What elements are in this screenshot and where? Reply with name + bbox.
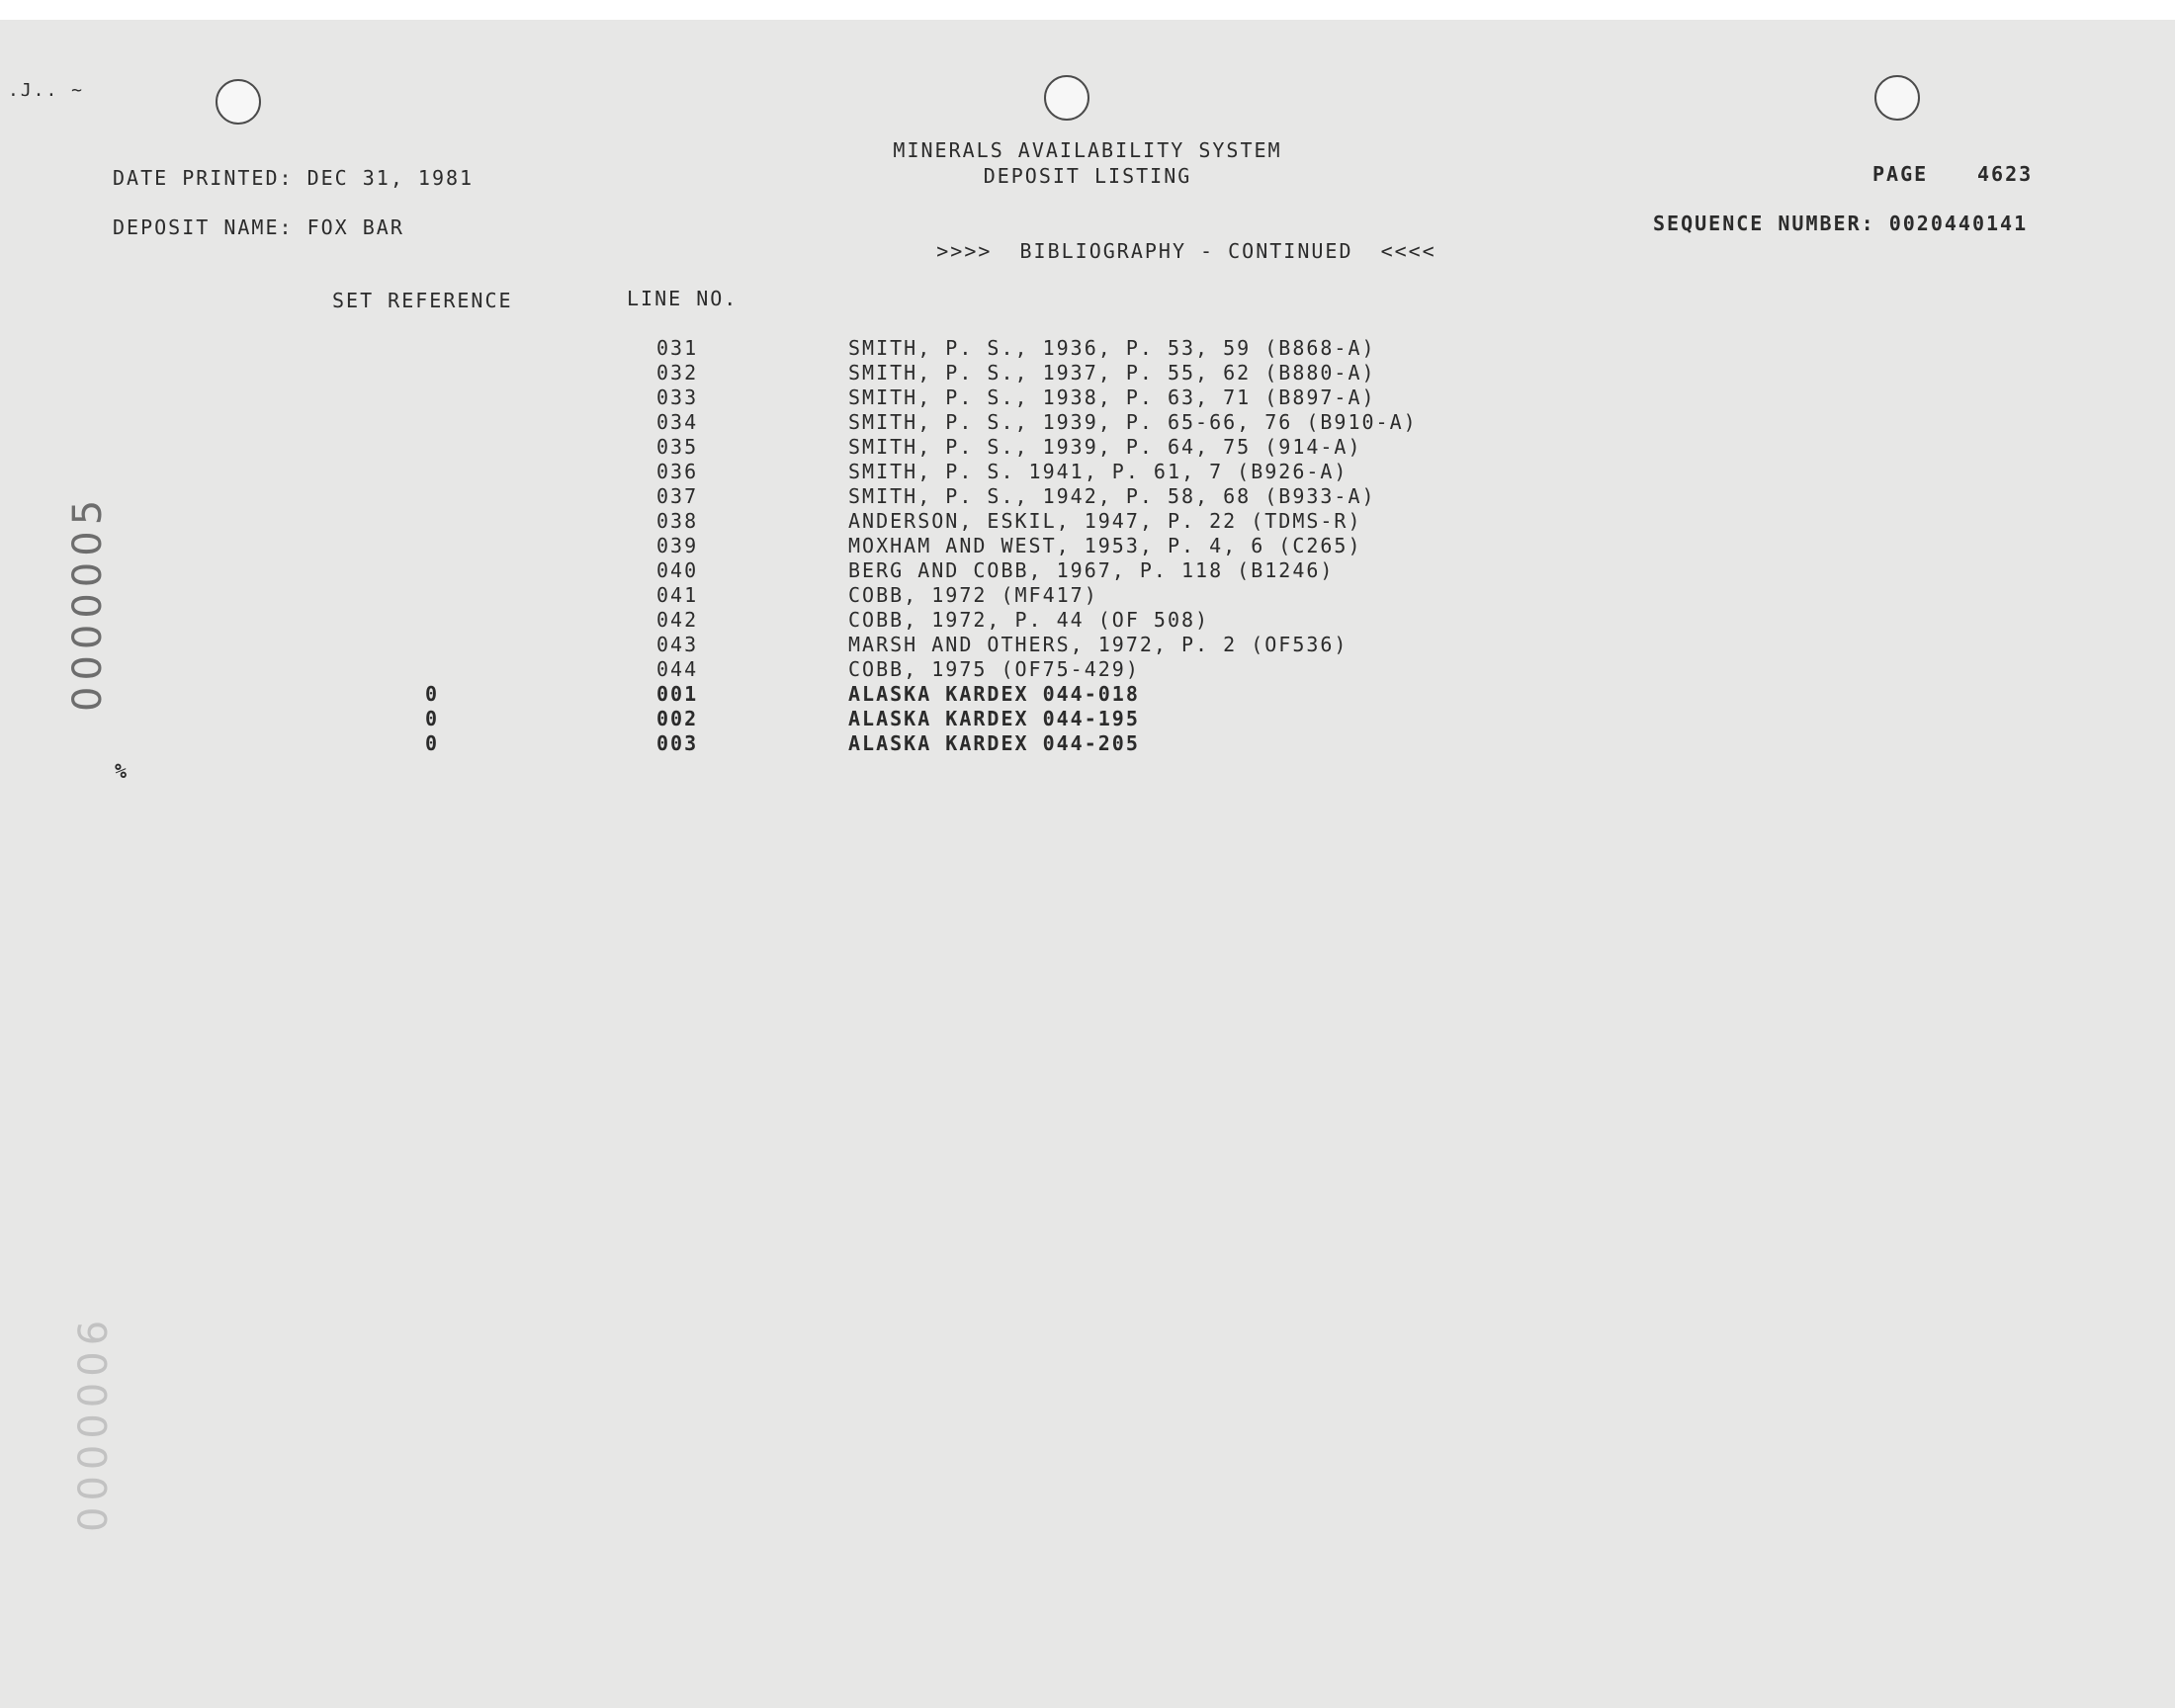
reference-cell: MOXHAM AND WEST, 1953, P. 4, 6 (C265) [848,534,1362,557]
page-number: 4623 [1977,162,2034,186]
deposit-name: DEPOSIT NAME: FOX BAR [113,215,404,239]
line-number-cell: 036 [656,460,699,483]
line-number-cell: 040 [656,558,699,582]
reference-cell: BERG AND COBB, 1967, P. 118 (B1246) [848,558,1335,582]
set-reference-header: SET REFERENCE [332,289,513,312]
line-number-cell: 032 [656,361,699,384]
line-number-cell: 041 [656,583,699,607]
frame-number-stamp-faded: 0000006 [71,1314,117,1532]
reference-cell: SMITH, P. S., 1942, P. 58, 68 (B933-A) [848,484,1376,508]
line-number-cell: 039 [656,534,699,557]
page-label: PAGE [1872,162,1929,186]
line-number-cell: 035 [656,435,699,459]
line-number-cell: 003 [656,731,699,755]
date-printed: DATE PRINTED: DEC 31, 1981 [113,166,475,190]
listing-title: DEPOSIT LISTING [983,164,1192,188]
system-title: MINERALS AVAILABILITY SYSTEM [893,138,1282,162]
reference-cell: SMITH, P. S. 1941, P. 61, 7 (B926-A) [848,460,1348,483]
line-number-cell: 033 [656,385,699,409]
set-reference-cell: 0 [425,707,440,730]
corner-scribble: .J.. ~ [8,80,85,101]
line-number-cell: 044 [656,657,699,681]
line-number-cell: 002 [656,707,699,730]
reference-cell: COBB, 1972 (MF417) [848,583,1098,607]
line-number-cell: 042 [656,608,699,632]
line-no-header: LINE NO. [627,287,739,310]
reference-cell: SMITH, P. S., 1939, P. 64, 75 (914-A) [848,435,1362,459]
binder-hole-left [216,79,261,125]
reference-cell: COBB, 1975 (OF75-429) [848,657,1140,681]
reference-cell: ALASKA KARDEX 044-195 [848,707,1140,730]
sequence-number: SEQUENCE NUMBER: 0020440141 [1653,212,2029,235]
reference-cell: ALASKA KARDEX 044-205 [848,731,1140,755]
reference-cell: SMITH, P. S., 1939, P. 65-66, 76 (B910-A) [848,410,1418,434]
line-number-cell: 038 [656,509,699,533]
binder-hole-right [1874,75,1920,121]
frame-number-stamp: 0000005 [65,493,111,712]
reference-cell: MARSH AND OTHERS, 1972, P. 2 (OF536) [848,633,1348,656]
reference-cell: SMITH, P. S., 1938, P. 63, 71 (B897-A) [848,385,1376,409]
set-reference-cell: 0 [425,731,440,755]
set-reference-cell: 0 [425,682,440,706]
line-number-cell: 001 [656,682,699,706]
line-number-cell: 031 [656,336,699,360]
line-number-cell: 034 [656,410,699,434]
line-number-cell: 037 [656,484,699,508]
reference-cell: COBB, 1972, P. 44 (OF 508) [848,608,1210,632]
line-number-cell: 043 [656,633,699,656]
end-mark: % [115,759,130,783]
section-title: >>>> BIBLIOGRAPHY - CONTINUED <<<< [936,239,1436,263]
reference-cell: SMITH, P. S., 1936, P. 53, 59 (B868-A) [848,336,1376,360]
binder-hole-center [1044,75,1089,121]
reference-cell: ANDERSON, ESKIL, 1947, P. 22 (TDMS-R) [848,509,1362,533]
reference-cell: SMITH, P. S., 1937, P. 55, 62 (B880-A) [848,361,1376,384]
printout-page [0,20,2175,1708]
reference-cell: ALASKA KARDEX 044-018 [848,682,1140,706]
